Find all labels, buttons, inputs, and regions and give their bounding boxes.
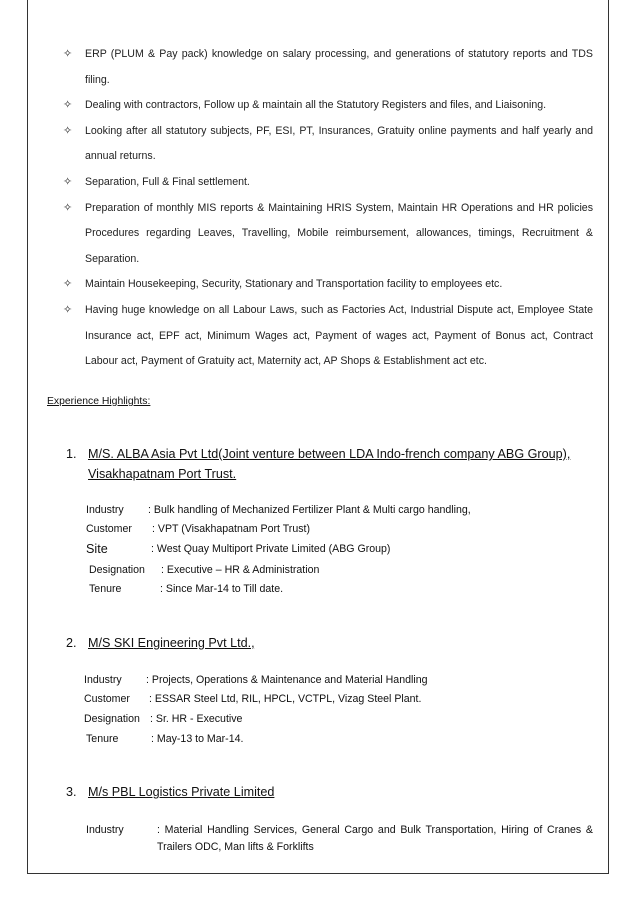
detail-label: Customer bbox=[84, 693, 130, 705]
detail-label: Industry bbox=[86, 504, 124, 516]
detail-value: : Executive – HR & Administration bbox=[161, 564, 320, 576]
bullet-item: ✧ Looking after all statutory subjects, PF, ESI, PT, Insurances, Gratuity online payments and half yearly and annual returns. bbox=[63, 119, 593, 170]
company-number: 2. bbox=[66, 636, 77, 650]
diamond-icon: ✧ bbox=[63, 278, 73, 291]
detail-value: : ESSAR Steel Ltd, RIL, HPCL, VCTPL, Vizag Steel Plant. bbox=[149, 693, 422, 705]
detail-value: : Bulk handling of Mechanized Fertilizer Plant & Multi cargo handling, bbox=[148, 504, 471, 516]
detail-label: Industry bbox=[84, 674, 122, 686]
bullet-item: ✧ Separation, Full & Final settlement. bbox=[63, 170, 593, 196]
detail-value: : VPT (Visakhapatnam Port Trust) bbox=[152, 523, 310, 535]
company-number: 3. bbox=[66, 785, 77, 799]
detail-label: Tenure bbox=[86, 733, 119, 745]
bullet-list bbox=[63, 42, 593, 375]
detail-label: Customer bbox=[86, 523, 132, 535]
bullet-item: ✧ Having huge knowledge on all Labour Laws, such as Factories Act, Industrial Dispute act, Employee State Insurance act, EPF act, Minimum Wages act, Payment of wages act, Payment of Bonus act, Contract Labour act, Payment of Gratuity act, Maternity act, AP Shops & Establishment act etc. bbox=[63, 298, 593, 375]
detail-value: : West Quay Multiport Private Limited (ABG Group) bbox=[151, 543, 391, 555]
diamond-icon: ✧ bbox=[63, 99, 73, 112]
diamond-icon: ✧ bbox=[63, 48, 73, 60]
diamond-icon: ✧ bbox=[63, 201, 73, 214]
detail-value: : Since Mar-14 to Till date. bbox=[160, 583, 284, 595]
diamond-icon: ✧ bbox=[63, 124, 73, 137]
company-name: M/S SKI Engineering Pvt Ltd., bbox=[88, 636, 255, 650]
company-name: M/S. ALBA Asia Pvt Ltd(Joint venture between LDA Indo-french company ABG Group), bbox=[88, 447, 571, 461]
detail-value: : May-13 to Mar-14. bbox=[151, 733, 244, 745]
detail-label: Designation bbox=[84, 713, 140, 725]
company-number: 1. bbox=[66, 447, 77, 461]
detail-label: Tenure bbox=[89, 583, 122, 595]
diamond-icon: ✧ bbox=[63, 175, 73, 188]
company-name: M/s PBL Logistics Private Limited bbox=[88, 785, 275, 799]
detail-label: Site bbox=[86, 542, 108, 556]
detail-value: : Projects, Operations & Maintenance and Material Handling bbox=[146, 674, 428, 686]
detail-label: Industry bbox=[86, 824, 124, 836]
bullet-item: ✧ Dealing with contractors, Follow up & maintain all the Statutory Registers and files, and Liaisoning. bbox=[63, 93, 593, 119]
bullet-item: ✧ Maintain Housekeeping, Security, Stationary and Transportation facility to employees etc. bbox=[63, 272, 593, 298]
company-name-line2: Visakhapatnam Port Trust. bbox=[88, 467, 237, 481]
experience-heading: Experience Highlights: bbox=[47, 396, 151, 407]
detail-label: Designation bbox=[89, 564, 145, 576]
detail-value: : Sr. HR - Executive bbox=[150, 713, 243, 725]
diamond-icon: ✧ bbox=[63, 303, 73, 316]
bullet-item: ✧ Preparation of monthly MIS reports & Maintaining HRIS System, Maintain HR Operations and HR policies Procedures regarding Leaves, Travelling, Mobile reimbursement, allowances, timings, Recruitment & Separation. bbox=[63, 196, 593, 273]
detail-value: : Material Handling Services, General Cargo and Bulk Transportation, Hiring of Cranes & Trailers ODC, Man lifts & Forklifts bbox=[157, 824, 593, 853]
bullet-item: ✧ ERP (PLUM & Pay pack) knowledge on salary processing, and generations of statutory reports and TDS filing. bbox=[63, 42, 593, 93]
